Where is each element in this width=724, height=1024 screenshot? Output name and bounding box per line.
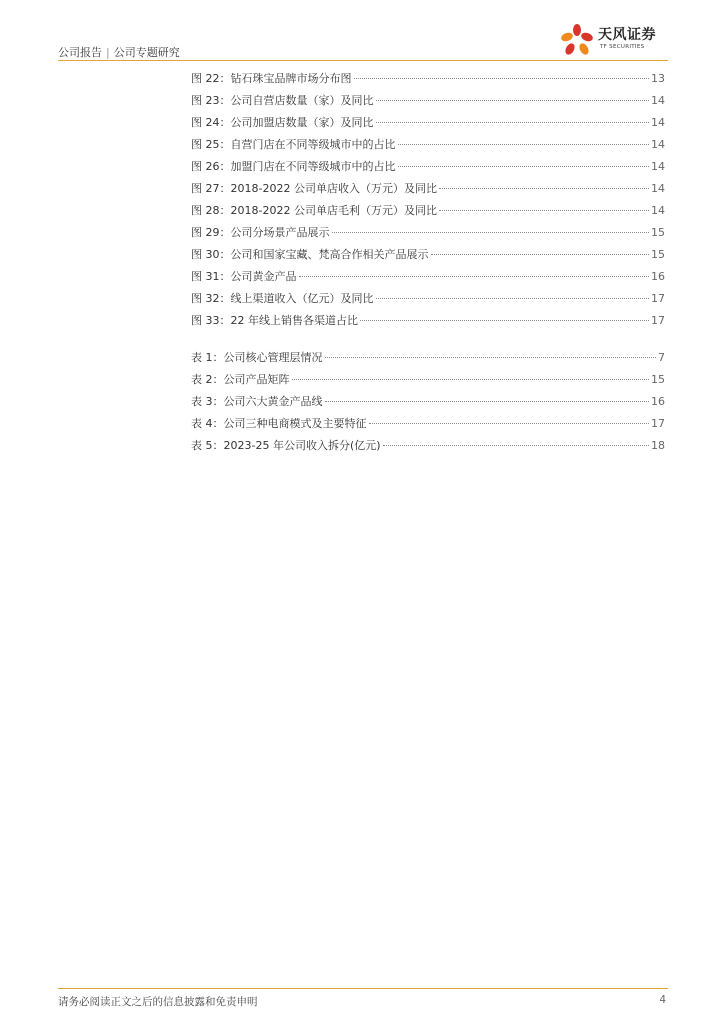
table-list <box>191 347 665 457</box>
flower-logo-icon <box>558 22 596 58</box>
figure-toc-entry-label: 图 25：自营门店在不同等级城市中的占比 <box>191 138 396 151</box>
figure-toc-entry-label: 图 24：公司加盟店数量（家）及同比 <box>191 116 374 129</box>
figure-toc-entry-label: 图 30：公司和国家宝藏、梵高合作相关产品展示 <box>191 248 429 261</box>
figure-toc-entry-page: 14 <box>651 116 665 129</box>
figure-toc-entry-page: 15 <box>651 248 665 261</box>
figure-toc-entry[interactable] <box>191 178 665 200</box>
header-separator: | <box>106 46 110 59</box>
figure-toc-entry-label: 图 33：22 年线上销售各渠道占比 <box>191 314 358 327</box>
logo-english-name: TF SECURITIES <box>600 44 645 50</box>
report-category: 公司报告 <box>58 46 102 59</box>
figure-toc-entry-label: 图 31：公司黄金产品 <box>191 270 297 283</box>
figure-toc-entry-label: 图 26：加盟门店在不同等级城市中的占比 <box>191 160 396 173</box>
figure-toc-entry[interactable] <box>191 112 665 134</box>
dot-leader <box>439 209 649 211</box>
figure-toc-entry-page: 14 <box>651 160 665 173</box>
dot-leader <box>439 187 649 189</box>
table-toc-entry-label: 表 4：公司三种电商模式及主要特征 <box>191 417 367 430</box>
dot-leader <box>383 444 649 446</box>
figure-toc-entry-page: 16 <box>651 270 665 283</box>
figure-toc-entry-label: 图 27：2018-2022 公司单店收入（万元）及同比 <box>191 182 437 195</box>
page-header <box>58 27 668 66</box>
figure-toc-entry-page: 14 <box>651 204 665 217</box>
table-toc-entry-label: 表 2：公司产品矩阵 <box>191 373 290 386</box>
header-divider <box>58 60 668 61</box>
figure-toc-entry[interactable] <box>191 288 665 310</box>
figure-toc-entry-page: 17 <box>651 314 665 327</box>
page-number: 4 <box>659 994 666 1006</box>
footer-divider <box>58 988 668 989</box>
figure-toc-entry[interactable] <box>191 222 665 244</box>
dot-leader <box>398 165 650 167</box>
footer-disclaimer: 请务必阅读正文之后的信息披露和免责申明 <box>58 996 258 1008</box>
dot-leader <box>376 99 650 101</box>
table-toc-entry-page: 16 <box>651 395 665 408</box>
figure-list <box>191 68 665 332</box>
dot-leader <box>369 422 650 424</box>
company-logo <box>558 22 668 58</box>
figure-toc-entry-page: 13 <box>651 72 665 85</box>
figure-toc-entry[interactable] <box>191 200 665 222</box>
figure-toc-entry-page: 14 <box>651 182 665 195</box>
table-toc-entry-page: 18 <box>651 439 665 452</box>
figure-toc-entry-label: 图 32：线上渠道收入（亿元）及同比 <box>191 292 374 305</box>
dot-leader <box>325 400 650 402</box>
figure-toc-entry[interactable] <box>191 90 665 112</box>
figure-toc-entry-page: 14 <box>651 138 665 151</box>
table-toc-entry-label: 表 5：2023-25 年公司收入拆分(亿元) <box>191 439 381 452</box>
dot-leader <box>325 356 657 358</box>
dot-leader <box>332 231 650 233</box>
table-toc-entry-label: 表 3：公司六大黄金产品线 <box>191 395 323 408</box>
figure-toc-entry-label: 图 23：公司自营店数量（家）及同比 <box>191 94 374 107</box>
figure-toc-entry[interactable] <box>191 156 665 178</box>
table-toc-entry-page: 17 <box>651 417 665 430</box>
figure-toc-entry-page: 17 <box>651 292 665 305</box>
figure-toc-entry[interactable] <box>191 244 665 266</box>
figure-toc-entry-label: 图 29：公司分场景产品展示 <box>191 226 330 239</box>
dot-leader <box>431 253 650 255</box>
figure-toc-entry-label: 图 28：2018-2022 公司单店毛利（万元）及同比 <box>191 204 437 217</box>
report-subcategory: 公司专题研究 <box>113 46 180 59</box>
figure-toc-entry[interactable] <box>191 68 665 90</box>
table-toc-entry[interactable] <box>191 347 665 369</box>
dot-leader <box>292 378 650 380</box>
table-toc-entry-label: 表 1：公司核心管理层情况 <box>191 351 323 364</box>
figure-toc-entry[interactable] <box>191 310 665 332</box>
dot-leader <box>376 121 650 123</box>
figure-toc-entry[interactable] <box>191 134 665 156</box>
table-toc-entry-page: 15 <box>651 373 665 386</box>
figure-toc-entry-label: 图 22：钻石珠宝品牌市场分布图 <box>191 72 352 85</box>
dot-leader <box>360 319 649 321</box>
table-toc-entry-page: 7 <box>658 351 665 364</box>
table-toc-entry[interactable] <box>191 391 665 413</box>
dot-leader <box>354 77 650 79</box>
table-toc-entry[interactable] <box>191 413 665 435</box>
table-toc-entry[interactable] <box>191 435 665 457</box>
figure-toc-entry-page: 14 <box>651 94 665 107</box>
dot-leader <box>299 275 650 277</box>
dot-leader <box>398 143 650 145</box>
report-type <box>58 44 180 60</box>
logo-chinese-name: 天风证券 <box>598 27 656 43</box>
dot-leader <box>376 297 650 299</box>
table-toc-entry[interactable] <box>191 369 665 391</box>
figure-toc-entry-page: 15 <box>651 226 665 239</box>
figure-toc-entry[interactable] <box>191 266 665 288</box>
